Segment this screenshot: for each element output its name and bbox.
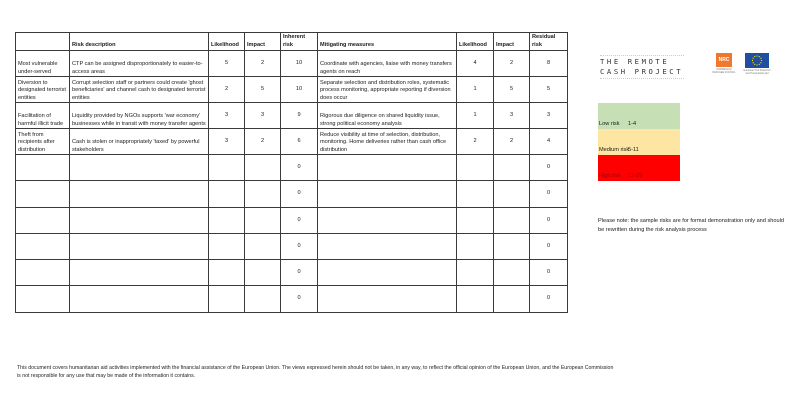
cell-residual-risk[interactable]: 8	[530, 51, 568, 77]
cell-description[interactable]	[70, 207, 209, 233]
header-likelihood: Likelihood	[209, 33, 245, 51]
cell-description[interactable]: Corrupt selection staff or partners could create 'ghost beneficiaries' and channel cash to designated terrorist entities	[70, 77, 209, 103]
cell-impact[interactable]	[245, 286, 281, 312]
cell-description[interactable]: Cash is stolen or inappropriately 'taxed' by powerful stakeholders	[70, 129, 209, 155]
cell-category[interactable]: Diversion to designated terrorist entities	[16, 77, 70, 103]
risk-register-table	[15, 32, 568, 313]
cell-description[interactable]: CTP can be assigned disproportionately to easier-to-access areas	[70, 51, 209, 77]
cell-category[interactable]	[16, 207, 70, 233]
cell-mitigation[interactable]	[318, 155, 457, 181]
header-mitigating-measures: Mitigating measures	[318, 33, 457, 51]
cell-residual-risk[interactable]: 5	[530, 77, 568, 103]
eu-logo	[743, 53, 771, 75]
cell-residual-impact[interactable]	[494, 233, 530, 259]
cell-residual-impact[interactable]	[494, 155, 530, 181]
table-row-empty	[16, 181, 568, 207]
cell-likelihood[interactable]: 2	[209, 77, 245, 103]
header-inherent-risk: Inherent risk	[281, 33, 318, 51]
sample-risks-note: Please note: the sample risks are for format demonstration only and should be rewritten during the risk analysis process	[598, 218, 784, 233]
cell-likelihood[interactable]	[209, 207, 245, 233]
cell-category[interactable]: Theft from recipients after distribution	[16, 129, 70, 155]
cell-likelihood[interactable]	[209, 260, 245, 286]
cell-residual-likelihood[interactable]	[457, 286, 494, 312]
cell-inherent-risk[interactable]: 0	[281, 286, 318, 312]
logo-line-1: THE REMOTE	[600, 57, 670, 66]
cell-mitigation[interactable]: Coordinate with agencies, liaise with money transfers agents on reach	[318, 51, 457, 77]
cell-category[interactable]	[16, 233, 70, 259]
eu-logo-caption: European Civil Protection and Humanitarian Aid	[743, 69, 771, 75]
legend-high-risk	[598, 155, 680, 181]
cell-residual-likelihood[interactable]	[457, 155, 494, 181]
legend-range: 12-25	[628, 173, 643, 179]
table-row	[16, 129, 568, 155]
cell-mitigation[interactable]: Reduce visibility at time of selection, distribution, monitoring. Home deliveries rather than cash office distribution	[318, 129, 457, 155]
cell-inherent-risk[interactable]: 0	[281, 207, 318, 233]
cell-impact[interactable]: 2	[245, 129, 281, 155]
cell-description[interactable]	[70, 181, 209, 207]
legend-medium-risk	[598, 129, 680, 155]
cell-residual-risk[interactable]: 0	[530, 207, 568, 233]
header-residual-likelihood: Likelihood	[457, 33, 494, 51]
cell-impact[interactable]	[245, 207, 281, 233]
cell-mitigation[interactable]: Rigorous due diligence on shared liquidity issue, strong political economy analysis	[318, 103, 457, 129]
cell-inherent-risk[interactable]: 0	[281, 260, 318, 286]
nrc-logo	[712, 53, 736, 74]
cell-residual-likelihood[interactable]: 1	[457, 77, 494, 103]
cell-residual-likelihood[interactable]: 1	[457, 103, 494, 129]
cell-likelihood[interactable]	[209, 181, 245, 207]
cell-impact[interactable]: 3	[245, 103, 281, 129]
cell-likelihood[interactable]	[209, 155, 245, 181]
legend-range: 1-4	[628, 121, 637, 127]
cell-inherent-risk[interactable]: 0	[281, 181, 318, 207]
cell-inherent-risk[interactable]: 10	[281, 51, 318, 77]
risk-legend	[598, 103, 680, 181]
header-impact: Impact	[245, 33, 281, 51]
table-row-empty	[16, 233, 568, 259]
table-header-row	[16, 33, 568, 51]
cell-residual-impact[interactable]: 2	[494, 51, 530, 77]
cell-description[interactable]	[70, 233, 209, 259]
header-category	[16, 33, 70, 51]
cell-inherent-risk[interactable]: 6	[281, 129, 318, 155]
cell-category[interactable]	[16, 181, 70, 207]
cell-impact[interactable]	[245, 181, 281, 207]
cell-inherent-risk[interactable]: 0	[281, 155, 318, 181]
cell-residual-impact[interactable]: 3	[494, 103, 530, 129]
header-residual-risk: Residual risk	[530, 33, 568, 51]
nrc-logo-mark: NRC	[716, 53, 732, 67]
header-risk-description: Risk description	[70, 33, 209, 51]
cell-mitigation[interactable]	[318, 207, 457, 233]
cell-mitigation[interactable]	[318, 233, 457, 259]
legend-label: High risk	[599, 173, 621, 179]
cell-residual-impact[interactable]: 2	[494, 129, 530, 155]
cell-residual-likelihood[interactable]	[457, 233, 494, 259]
logo-line-2: CASH PROJECT	[600, 67, 684, 76]
table-row-empty	[16, 260, 568, 286]
table-row-empty	[16, 286, 568, 312]
legend-label: Medium risk	[599, 147, 630, 153]
cell-category[interactable]: Most vulnerable under-served	[16, 51, 70, 77]
cell-impact[interactable]	[245, 233, 281, 259]
legend-low-risk	[598, 103, 680, 129]
cell-residual-impact[interactable]	[494, 207, 530, 233]
table-row	[16, 103, 568, 129]
header-residual-impact: Impact	[494, 33, 530, 51]
cell-residual-risk[interactable]: 0	[530, 233, 568, 259]
cell-impact[interactable]: 2	[245, 51, 281, 77]
table-row	[16, 51, 568, 77]
cell-category[interactable]	[16, 260, 70, 286]
cell-inherent-risk[interactable]: 9	[281, 103, 318, 129]
cell-residual-risk[interactable]: 0	[530, 155, 568, 181]
cell-residual-likelihood[interactable]	[457, 207, 494, 233]
eu-flag-icon	[745, 53, 769, 68]
cell-residual-likelihood[interactable]	[457, 260, 494, 286]
cell-mitigation[interactable]: Separate selection and distribution roles, systematic process monitoring, appropriate reporting if diversion does occur	[318, 77, 457, 103]
legend-label: Low risk	[599, 121, 620, 127]
nrc-logo-caption: NORWEGIAN REFUGEE COUNCIL	[712, 68, 736, 74]
cell-residual-likelihood[interactable]: 2	[457, 129, 494, 155]
cell-residual-impact[interactable]: 5	[494, 77, 530, 103]
cell-category[interactable]	[16, 286, 70, 312]
cell-likelihood[interactable]: 5	[209, 51, 245, 77]
cell-description[interactable]	[70, 286, 209, 312]
cell-residual-likelihood[interactable]: 4	[457, 51, 494, 77]
cell-residual-risk[interactable]: 4	[530, 129, 568, 155]
table-row-empty	[16, 207, 568, 233]
cell-likelihood[interactable]	[209, 233, 245, 259]
cell-impact[interactable]	[245, 260, 281, 286]
cell-residual-risk[interactable]: 0	[530, 260, 568, 286]
cell-impact[interactable]	[245, 155, 281, 181]
cell-residual-likelihood[interactable]	[457, 181, 494, 207]
cell-residual-impact[interactable]	[494, 286, 530, 312]
cell-category[interactable]: Facilitation of harmful illicit trade	[16, 103, 70, 129]
cell-residual-risk[interactable]: 0	[530, 286, 568, 312]
table-row-empty	[16, 155, 568, 181]
cell-likelihood[interactable]	[209, 286, 245, 312]
remote-cash-project-logo	[600, 55, 684, 79]
cell-inherent-risk[interactable]: 0	[281, 233, 318, 259]
cell-residual-impact[interactable]	[494, 181, 530, 207]
table-row	[16, 77, 568, 103]
cell-impact[interactable]: 5	[245, 77, 281, 103]
legend-range: 5-11	[628, 147, 639, 153]
cell-mitigation[interactable]	[318, 260, 457, 286]
cell-inherent-risk[interactable]: 10	[281, 77, 318, 103]
cell-description[interactable]	[70, 260, 209, 286]
cell-category[interactable]	[16, 155, 70, 181]
cell-residual-risk[interactable]: 0	[530, 181, 568, 207]
cell-description[interactable]	[70, 155, 209, 181]
cell-residual-impact[interactable]	[494, 260, 530, 286]
cell-likelihood[interactable]: 3	[209, 103, 245, 129]
cell-likelihood[interactable]: 3	[209, 129, 245, 155]
cell-residual-risk[interactable]: 3	[530, 103, 568, 129]
cell-mitigation[interactable]	[318, 181, 457, 207]
cell-description[interactable]: Liquidity provided by NGOs supports 'war economy' businesses while in transit with money transfer agents	[70, 103, 209, 129]
eu-disclaimer-footer: This document covers humanitarian aid activities implemented with the financial assistance of the European Union. The views expressed herein should not be taken, in any way, to reflect the official opinion of the European Union, and the European Commission is not responsible for any use that may be made of the information it contains.	[17, 365, 614, 379]
cell-mitigation[interactable]	[318, 286, 457, 312]
